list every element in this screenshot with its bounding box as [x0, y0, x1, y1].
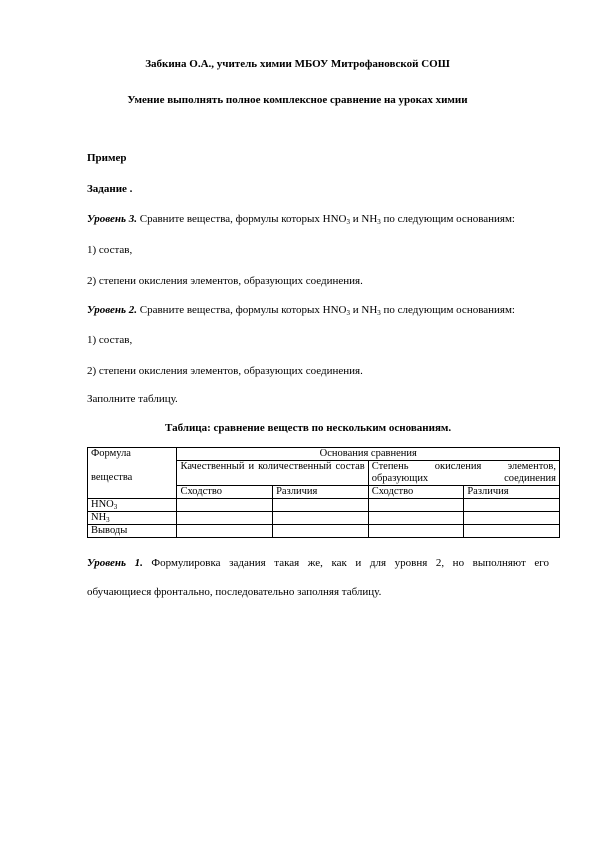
- row-label-conclusions: Выводы: [88, 525, 177, 538]
- level3-sub2: 3: [377, 218, 381, 226]
- table-cell[interactable]: [273, 512, 369, 525]
- example-label: Пример: [87, 152, 127, 164]
- table-cell[interactable]: [464, 512, 560, 525]
- task-label: Задание .: [87, 183, 133, 195]
- level2-sub1: 3: [346, 309, 350, 317]
- table-cell[interactable]: [177, 512, 273, 525]
- level2-item-oxidation: 2) степени окисления элементов, образующих соединения.: [87, 365, 363, 377]
- table-cell[interactable]: [464, 525, 560, 538]
- table-cell[interactable]: [368, 512, 464, 525]
- similarity-header-1: Сходство: [177, 486, 273, 499]
- level3-item-oxidation: 2) степени окисления элементов, образующих соединения.: [87, 275, 363, 287]
- row-formula: NH: [91, 512, 107, 523]
- author-header: Забкина О.А., учитель химии МБОУ Митрофановской СОШ: [145, 58, 450, 70]
- basis-header: Основания сравнения: [177, 448, 560, 461]
- table-cell[interactable]: [177, 499, 273, 512]
- level3-sub1: 3: [346, 218, 350, 226]
- formula-header-line1: Формула: [91, 448, 131, 459]
- row-formula-sub: 3: [106, 516, 110, 524]
- level2-item-composition: 1) состав,: [87, 334, 133, 346]
- level3-instruction: [87, 213, 515, 226]
- table-row: [88, 512, 560, 525]
- row-formula-sub: 3: [113, 503, 118, 511]
- group-oxidation-header: Степень окисления элементов, образующих соединения: [368, 461, 559, 486]
- document-subtitle: Умение выполнять полное комплексное сравнение на уроках химии: [127, 94, 468, 106]
- level3-text-mid: и NH: [350, 213, 378, 225]
- level2-text-after: по следующим основаниям:: [380, 304, 515, 316]
- group-composition-header: Качественный и количественный состав: [177, 461, 368, 486]
- level2-text-mid: и NH: [350, 304, 378, 316]
- level1-line1: Формулировка задания такая же, как и для уровня 2, но выполняют его: [142, 557, 549, 569]
- formula-header-cell: [88, 448, 177, 499]
- level1-line2: обучающиеся фронтально, последовательно заполняя таблицу.: [87, 586, 382, 598]
- table-row: [88, 525, 560, 538]
- level2-sub2: 3: [377, 309, 381, 317]
- level1-label: Уровень 1.: [87, 557, 143, 569]
- formula-header-line2: вещества: [91, 472, 133, 483]
- level1-instruction: [87, 557, 549, 570]
- difference-header-2: Различия: [464, 486, 560, 499]
- level3-label: Уровень 3.: [87, 213, 138, 225]
- level3-text-before: Сравните вещества, формулы которых HNO: [137, 213, 347, 225]
- table-cell[interactable]: [368, 499, 464, 512]
- table-cell[interactable]: [177, 525, 273, 538]
- fill-table-instruction: Заполните таблицу.: [87, 393, 178, 405]
- table-cell[interactable]: [273, 525, 369, 538]
- level3-text-after: по следующим основаниям:: [380, 213, 515, 225]
- table-title: Таблица: сравнение веществ по нескольким основаниям.: [165, 422, 452, 434]
- similarity-header-2: Сходство: [368, 486, 464, 499]
- level2-text-before: Сравните вещества, формулы которых HNO: [137, 304, 347, 316]
- difference-header-1: Различия: [273, 486, 369, 499]
- level2-instruction: [87, 304, 515, 317]
- table-cell[interactable]: [273, 499, 369, 512]
- row-label-hno3: [88, 499, 177, 512]
- row-formula: HNO: [91, 499, 114, 510]
- comparison-table: [87, 447, 560, 538]
- level3-item-composition: 1) состав,: [87, 244, 133, 256]
- table-row: [88, 499, 560, 512]
- row-label-nh3: [88, 512, 177, 525]
- level2-label: Уровень 2.: [87, 304, 138, 316]
- table-cell[interactable]: [464, 499, 560, 512]
- table-cell[interactable]: [368, 525, 464, 538]
